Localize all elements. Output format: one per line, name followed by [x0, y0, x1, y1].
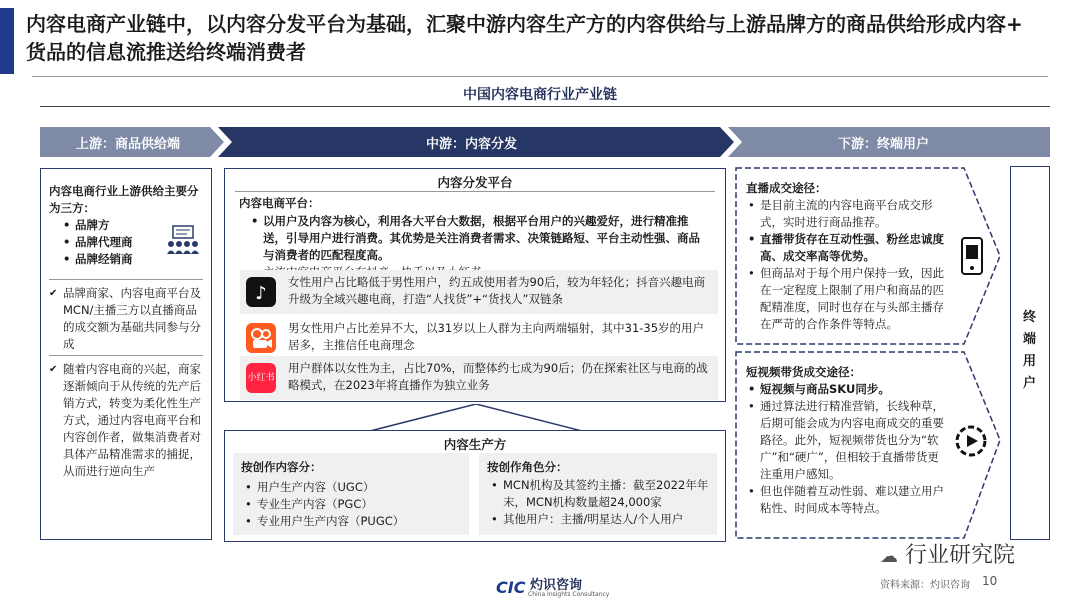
kuaishou-text: 男女性用户占比差异不大，以31岁以上人群为主向两端辐射，其中31-35岁的用户居多，主推信任电商理念 [288, 321, 705, 352]
live-heading: 直播成交途径： [746, 181, 827, 195]
wechat-icon: ☁ [880, 546, 898, 567]
watermark-label [880, 538, 1015, 569]
kuaishou-row [240, 316, 718, 360]
upstream-note-item: ✔ 随着内容电商的兴起，商家逐渐倾向于从传统的先产后销方式，转变为柔化性生产方式，通过内容电商平台和内容创作者，做集消费者对具体产品精准需求的捕捉，从而进行逆向生产 [49, 361, 205, 480]
short-video-item: • 通过算法进行精准营销，长线种草，后期可能会成为内容电商成交的重要路径。此外，短视频带货也分为“软广”和“硬广”，但相较于直播带货更注重用户感知。 [746, 398, 946, 483]
chain-title: 中国内容电商行业产业链 [463, 87, 617, 103]
page-number: 10 [982, 574, 998, 588]
short-video-heading: 短视频带货成交途径： [746, 365, 861, 379]
up-arrow-icon [366, 404, 586, 432]
brand-name: 灼识咨询 [530, 578, 583, 593]
upstream-divider-1 [49, 279, 203, 280]
platform-divider [235, 191, 715, 192]
content-type-list [243, 479, 463, 530]
stage-midstream-label: 中游：内容分发 [426, 137, 518, 152]
end-user-box [1010, 166, 1050, 540]
short-video-section [746, 364, 946, 517]
creator-role-list [489, 477, 713, 528]
live-list [746, 197, 946, 333]
douyin-text: 女性用户占比略低于男性用户，约五成使用者为90后，较为年轻化；抖音兴趣电商升级为全域兴趣电商，打造“人找货”+“货找人”双链条 [288, 275, 706, 306]
end-user-label: 终端用户 [1023, 310, 1037, 391]
xhs-row [240, 356, 718, 400]
content-type-item: • 用户生产内容（UGC） [243, 479, 463, 496]
short-video-item: • 短视频与商品SKU同步。 [746, 381, 946, 398]
creator-role-item: • MCN机构及其签约主播：截至2022年年末，MCN机构数量超24,000家 [489, 477, 713, 511]
upstream-parties [61, 217, 161, 268]
content-type-heading: 按创作内容分： [241, 460, 322, 474]
stage-downstream-label: 下游：终端用户 [838, 137, 930, 152]
upstream-note-1 [49, 285, 205, 353]
title-divider [32, 76, 1048, 77]
douyin-logo-icon [246, 277, 276, 307]
title-line-1: 内容电商产业链中，以内容分发平台为基础，汇聚中游内容生产方的内容供给与上游品牌方的商品供给形成内容+ [26, 12, 1023, 36]
content-type-panel [233, 453, 469, 535]
upstream-box [40, 168, 212, 540]
platform-box-title: 内容分发平台 [437, 175, 513, 190]
stage-upstream-label: 上游：商品供给端 [76, 137, 181, 152]
svg-text:♪: ♪ [255, 283, 267, 304]
brand-logo [496, 574, 610, 602]
party-item: • 品牌经销商 [61, 251, 161, 268]
brand-name-en: China Insights Consultancy [528, 591, 610, 598]
platform-bullet: • 以用户及内容为核心，利用各大平台大数据，根据平台用户的兴趣爱好，进行精准推送，引导用户进行消费。其优势是关注消费者需求、决策链路短、平台主动性强、商品与消费者的匹配程度高。 [249, 213, 709, 264]
upstream-note-item: ✔ 品牌商家、内容电商平台及MCN/主播三方以直播商品的成交额为基础共同参与分成 [49, 285, 205, 353]
title-line-2: 货品的信息流推送给终端消费者 [26, 40, 306, 64]
source-note: 资料来源：灼识咨询 [880, 580, 970, 591]
upstream-divider-2 [49, 355, 203, 356]
creator-role-panel [479, 453, 717, 535]
xhs-text: 用户群体以女性为主，占比70%，而整体约七成为90后；仍在探索社区与电商的战略模式，在2023年将直播作为独立业务 [288, 361, 708, 392]
watermark-text: 行业研究院 [905, 543, 1016, 568]
video-play-icon [954, 424, 988, 458]
kuaishou-logo-icon [246, 323, 276, 353]
xiaohongshu-logo-icon: 小红书 [246, 363, 276, 393]
chain-title-divider [40, 106, 1050, 107]
people-group-icon [165, 225, 201, 255]
short-video-list [746, 381, 946, 517]
producer-box [224, 430, 726, 542]
svg-text:CIC: CIC [496, 578, 526, 597]
page-title [26, 10, 1066, 66]
upstream-intro: 内容电商行业上游供给主要分为三方： [49, 184, 199, 215]
content-type-item: • 专业用户生产内容（PUGC） [243, 513, 463, 530]
live-item: • 但商品对于每个用户保持一致，因此在一定程度上限制了用户和商品的匹配精准度，同时也存在与头部主播存在严苛的合作条件等特点。 [746, 265, 946, 333]
creator-role-item: • 其他用户：主播/明星达人/个人用户 [489, 511, 713, 528]
party-item: • 品牌代理商 [61, 234, 161, 251]
platform-heading: 内容电商平台： [239, 196, 320, 210]
title-accent-bar [0, 8, 14, 74]
douyin-row [240, 270, 718, 314]
party-item: • 品牌方 [61, 217, 161, 234]
live-section [746, 180, 946, 333]
upstream-note-2 [49, 361, 205, 480]
cic-logo-icon [496, 576, 526, 598]
short-video-item: • 但也伴随着互动性弱、难以建立用户粘性、时间成本等特点。 [746, 483, 946, 517]
mobile-phone-icon [958, 236, 986, 276]
content-type-item: • 专业生产内容（PGC） [243, 496, 463, 513]
live-item: • 直播带货存在互动性强、粉丝忠诚度高、成交率高等优势。 [746, 231, 946, 265]
producer-box-title: 内容生产方 [443, 437, 507, 452]
creator-role-heading: 按创作角色分： [487, 460, 568, 474]
live-item: • 是目前主流的内容电商平台成交形式，实时进行商品推荐。 [746, 197, 946, 231]
